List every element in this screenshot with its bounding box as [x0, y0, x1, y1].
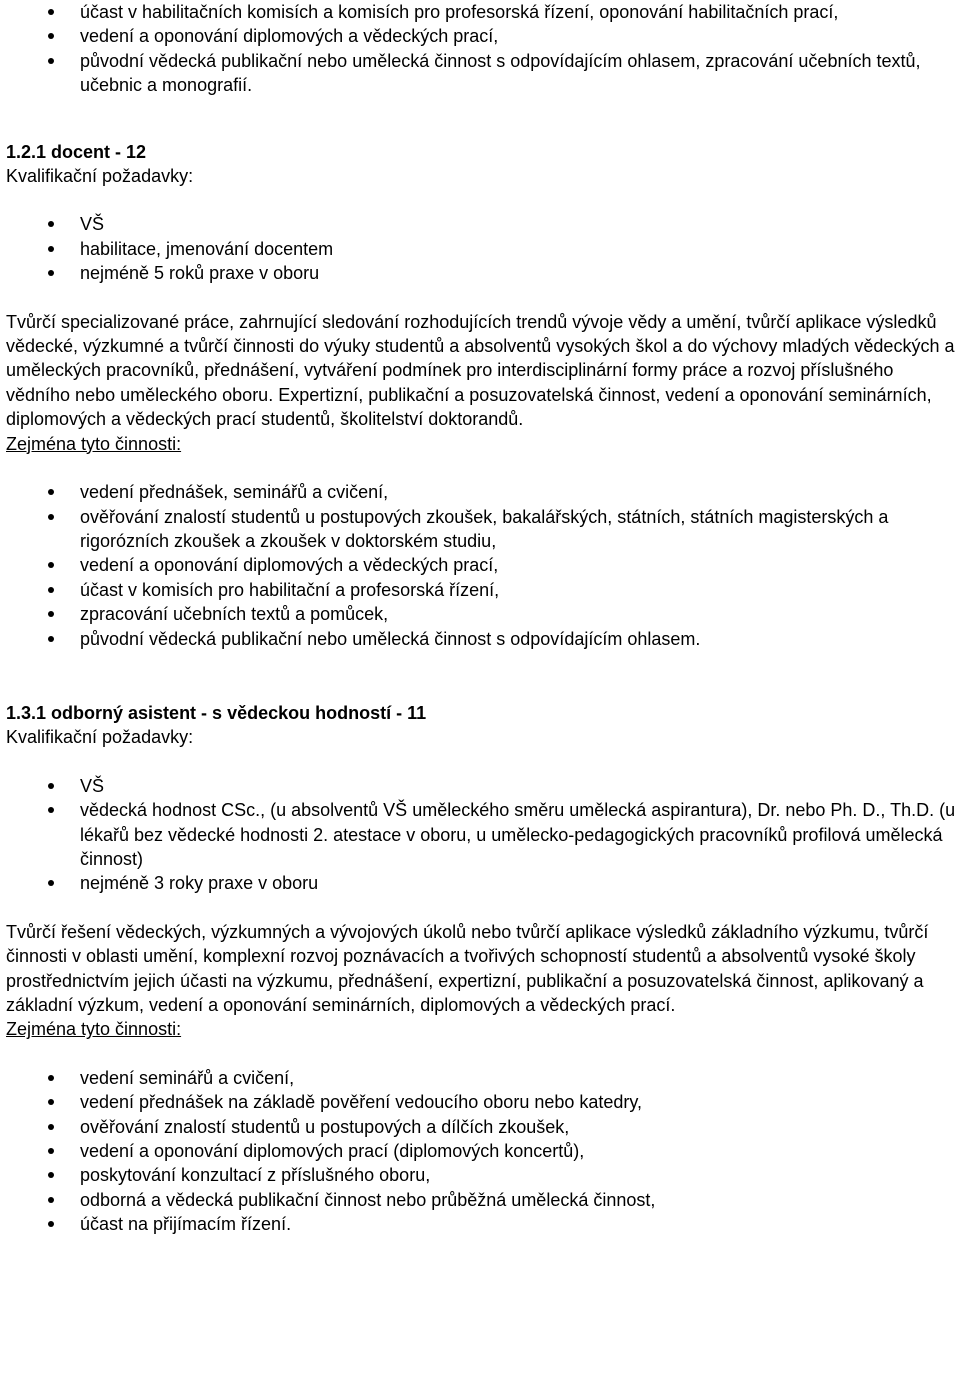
list-item: účast v habilitačních komisích a komisích pro profesorská řízení, oponování habilitačních prací, — [6, 0, 956, 24]
top-bullet-list — [6, 0, 956, 98]
kval-label-asistent: Kvalifikační požadavky: — [6, 727, 194, 748]
list-item: původní vědecká publikační nebo umělecká činnost s odpovídajícím ohlasem. — [6, 627, 956, 651]
list-item: zpracování učebních textů a pomůcek, — [6, 602, 956, 626]
list-item: vedení seminářů a cvičení, — [6, 1066, 956, 1090]
list-item: účast v komisích pro habilitační a profesorská řízení, — [6, 578, 956, 602]
list-item: odborná a vědecká publikační činnost nebo průběžná umělecká činnost, — [6, 1188, 956, 1212]
list-item: vedení přednášek na základě pověření vedoucího oboru nebo katedry, — [6, 1090, 956, 1114]
list-item: habilitace, jmenování docentem — [6, 237, 956, 261]
requirements-list-docent — [6, 212, 956, 285]
list-item: nejméně 5 roků praxe v oboru — [6, 261, 956, 285]
list-item: nejméně 3 roky praxe v oboru — [6, 871, 956, 895]
list-item: vědecká hodnost CSc., (u absolventů VŠ uměleckého směru umělecká aspirantura), Dr. nebo Ph. D., Th.D. (u lékařů bez vědecké hodnosti 2. atestace v oboru, u umělecko-pedagogických pracovníků profilová umělecká činnost) — [6, 798, 956, 871]
requirements-list-asistent — [6, 774, 956, 896]
list-item: vedení a oponování diplomových a vědeckých prací, — [6, 553, 956, 577]
list-item: vedení přednášek, seminářů a cvičení, — [6, 480, 956, 504]
list-item: VŠ — [6, 212, 956, 236]
list-item: účast na přijímacím řízení. — [6, 1212, 956, 1236]
list-item: původní vědecká publikační nebo umělecká činnost s odpovídajícím ohlasem, zpracování učebních textů, učebnic a monografií. — [6, 49, 956, 98]
kval-label-docent: Kvalifikační požadavky: — [6, 166, 194, 187]
list-item: ověřování znalostí studentů u postupových zkoušek, bakalářských, státních, státních magisterských a rigorózních zkoušek a zkoušek v doktorském studiu, — [6, 505, 956, 554]
list-item: vedení a oponování diplomových a vědeckých prací, — [6, 24, 956, 48]
activities-list-asistent — [6, 1066, 956, 1237]
description-asistent: Tvůrčí řešení vědeckých, výzkumných a vývojových úkolů nebo tvůrčí aplikace výsledků základního výzkumu, tvůrčí činnosti v oblasti umění, komplexní rozvoj poznávacích a tvořivých schopností studentů a absolventů vysoké školy prostřednictvím jejich účasti na výzkumu, přednášení, expertizní, publikační a posuzovatelská činnost, aplikovaný a základní výzkum, vedení a oponování seminárních, diplomových a vědeckých prací. — [6, 921, 929, 1015]
list-item: VŠ — [6, 774, 956, 798]
activities-list-docent — [6, 480, 956, 651]
list-item: poskytování konzultací z příslušného oboru, — [6, 1163, 956, 1187]
activities-label-asistent: Zejména tyto činnosti: — [6, 1019, 182, 1040]
list-item: ověřování znalostí studentů u postupových a dílčích zkoušek, — [6, 1115, 956, 1139]
section-heading-asistent: 1.3.1 odborný asistent - s vědeckou hodností - 11 — [6, 702, 427, 723]
activities-label-docent: Zejména tyto činnosti: — [6, 433, 182, 454]
description-docent: Tvůrčí specializované práce, zahrnující sledování rozhodujících trendů vývoje vědy a umění, tvůrčí aplikace výsledků vědecké, výzkumné a tvůrčí činnosti do výuky studentů a absolventů vysokých škol a do výchovy mladých vědeckých a uměleckých pracovníků, přednášení, vytváření podmínek pro interdisciplinární formy práce a rozvoj příslušného vědního nebo uměleckého oboru. Expertizní, publikační a posuzovatelská činnost, vedení a oponování seminárních, diplomových a vědeckých prací studentů, školitelství doktorandů. — [6, 311, 955, 430]
list-item: vedení a oponování diplomových prací (diplomových koncertů), — [6, 1139, 956, 1163]
section-heading-docent: 1.2.1 docent - 12 — [6, 141, 147, 162]
